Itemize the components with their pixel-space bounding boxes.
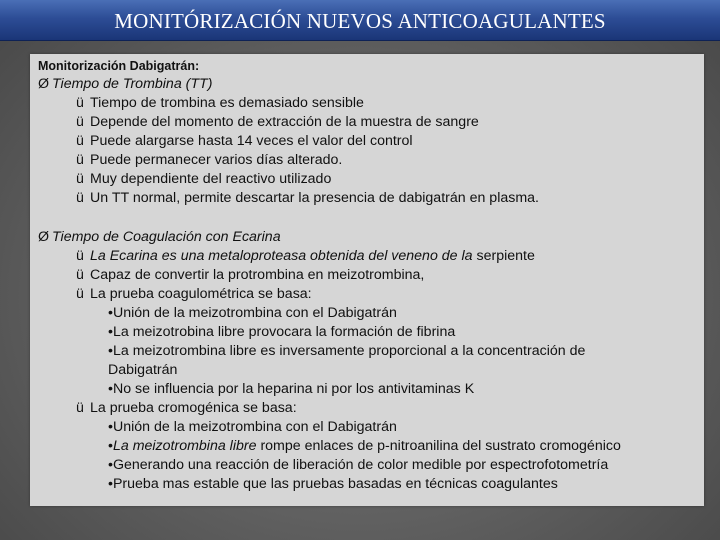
item-text-italic: La Ecarina es una metaloproteasa obtenida del veneno de la: [90, 248, 473, 264]
dot-bullet-icon: •: [108, 476, 113, 492]
dot-bullet-icon: •: [108, 457, 113, 473]
list-item: [38, 266, 698, 285]
item-text: Un TT normal, permite descartar la presencia de dabigatrán en plasma.: [90, 190, 539, 206]
check-bullet-icon: ü: [76, 267, 84, 283]
list-item: [38, 399, 698, 418]
check-bullet-icon: ü: [76, 171, 84, 187]
check-bullet-icon: ü: [76, 286, 84, 302]
check-bullet-icon: ü: [76, 152, 84, 168]
item-text: Depende del momento de extracción de la muestra de sangre: [90, 114, 479, 130]
section2-label: Tiempo de Coagulación con Ecarina: [52, 229, 281, 245]
item-text: Tiempo de trombina es demasiado sensible: [90, 95, 364, 111]
check-bullet-icon: ü: [76, 248, 84, 264]
item-text: Capaz de convertir la protrombina en meizotrombina,: [90, 267, 425, 283]
item-text: Puede alargarse hasta 14 veces el valor del control: [90, 133, 413, 149]
sub-point: [38, 456, 698, 475]
sub-point: [38, 304, 698, 323]
sub-point: [38, 323, 698, 342]
item-text: Puede permanecer varios días alterado.: [90, 152, 343, 168]
section-spacer: [38, 208, 698, 228]
slide-content: [38, 58, 698, 494]
sub-point-text: Unión de la meizotrombina con el Dabigatrán: [112, 419, 397, 435]
sub-point-continuation: Dabigatrán: [108, 362, 178, 378]
sub-point-text: Unión de la meizotrombina con el Dabigatrán: [112, 305, 397, 321]
list-item: [38, 132, 698, 151]
item-text: serpiente: [472, 248, 535, 264]
section2-title: [38, 228, 698, 247]
sub-point: [38, 342, 698, 361]
slide-title: MONITÓRIZACIÓN NUEVOS ANTICOAGULANTES: [114, 9, 606, 33]
check-bullet-icon: ü: [76, 114, 84, 130]
sub-point: [38, 418, 698, 437]
sub-point-text: rompe enlaces de p-nitroanilina del sustrato cromogénico: [256, 438, 621, 454]
section1-label: Tiempo de Trombina (TT): [52, 76, 213, 92]
check-bullet-icon: ü: [76, 190, 84, 206]
list-item: [38, 189, 698, 208]
list-item: [38, 170, 698, 189]
sub-point-text: La meizotrombina libre es inversamente proporcional a la concentración de: [112, 343, 586, 359]
sub-point: [38, 380, 698, 399]
item-text: Muy dependiente del reactivo utilizado: [90, 171, 332, 187]
sub-point-text: Prueba mas estable que las pruebas basadas en técnicas coagulantes: [112, 476, 558, 492]
dot-bullet-icon: •: [108, 305, 113, 321]
check-bullet-icon: ü: [76, 133, 84, 149]
dot-bullet-icon: •: [108, 381, 113, 397]
item-text: La prueba coagulométrica se basa:: [90, 286, 312, 302]
sub-point-text: Generando una reacción de liberación de color medible por espectrofotometría: [112, 457, 609, 473]
arrow-bullet-icon: Ø: [38, 76, 50, 92]
arrow-bullet-icon: Ø: [38, 229, 50, 245]
sub-point-text: No se influencia por la heparina ni por los antivitaminas K: [112, 381, 475, 397]
dot-bullet-icon: •: [108, 419, 113, 435]
check-bullet-icon: ü: [76, 400, 84, 416]
list-item: [38, 94, 698, 113]
sub-point-text-italic: La meizotrombina libre: [112, 438, 257, 454]
dot-bullet-icon: •: [108, 343, 113, 359]
title-bar: [0, 0, 720, 41]
list-item: [38, 151, 698, 170]
sub-point-text: La meizotrobina libre provocara la formación de fibrina: [112, 324, 456, 340]
list-item: [38, 247, 698, 266]
dot-bullet-icon: •: [108, 324, 113, 340]
content-heading: Monitorización Dabigatrán:: [38, 59, 200, 73]
section1-title: [38, 75, 698, 94]
list-item: [38, 113, 698, 132]
item-text: La prueba cromogénica se basa:: [90, 400, 297, 416]
dot-bullet-icon: •: [108, 438, 113, 454]
check-bullet-icon: ü: [76, 95, 84, 111]
list-item: [38, 285, 698, 304]
sub-point: [38, 475, 698, 494]
sub-point: [38, 437, 698, 456]
